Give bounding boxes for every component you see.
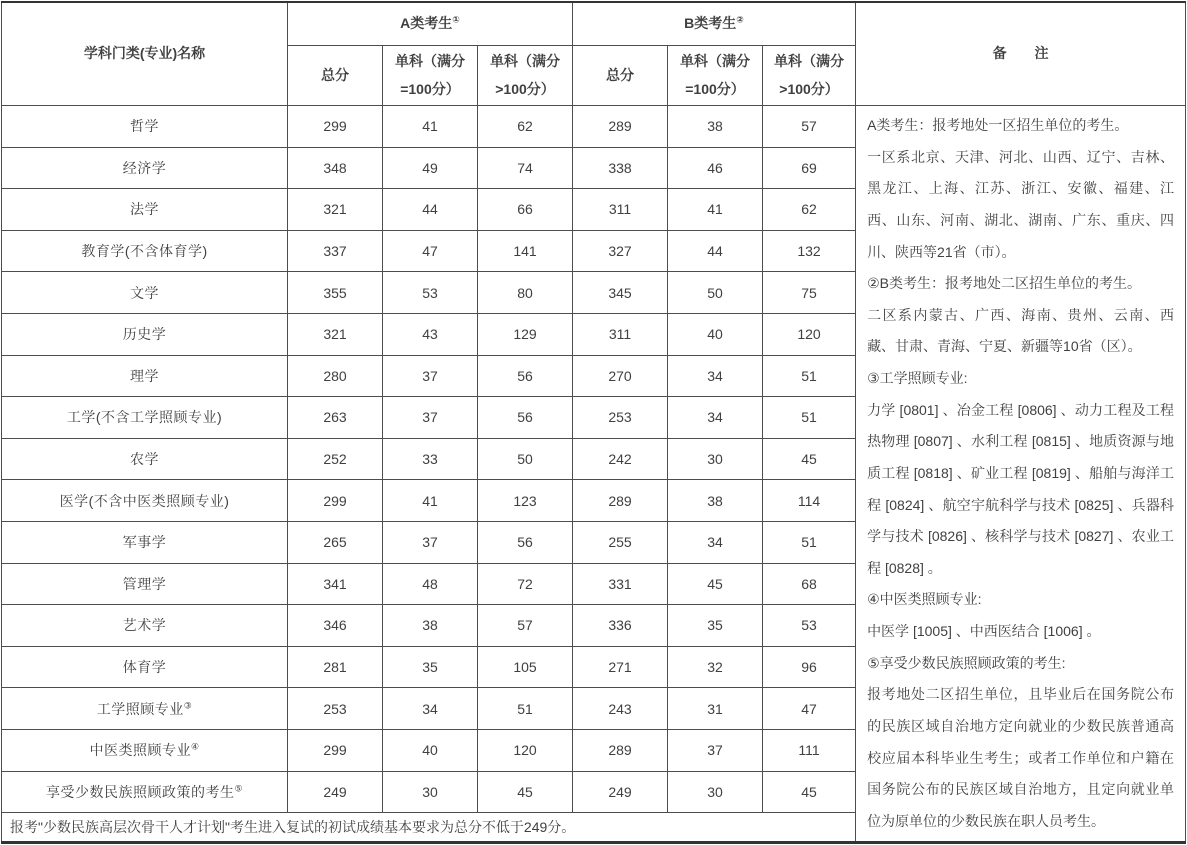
discipline-name: 享受少数民族照顾政策的考生⑤ bbox=[2, 771, 288, 813]
score-cell: 311 bbox=[573, 313, 668, 355]
score-cell: 30 bbox=[383, 771, 478, 813]
score-cell: 141 bbox=[478, 230, 573, 272]
score-cell: 53 bbox=[383, 272, 478, 314]
discipline-name: 工学照顾专业③ bbox=[2, 688, 288, 730]
score-cell: 265 bbox=[288, 521, 383, 563]
score-cell: 45 bbox=[763, 438, 856, 480]
subcolumn-single-gt100-b: 单科（满分>100分） bbox=[763, 46, 856, 106]
score-cell: 289 bbox=[573, 729, 668, 771]
header-group-row bbox=[2, 2, 1186, 46]
discipline-name: 历史学 bbox=[2, 313, 288, 355]
score-cell: 111 bbox=[763, 729, 856, 771]
table-footnote: 报考"少数民族高层次骨干人才计划"考生进入复试的初试成绩基本要求为总分不低于249分。 bbox=[2, 813, 856, 843]
score-cell: 249 bbox=[573, 771, 668, 813]
score-cell: 336 bbox=[573, 605, 668, 647]
score-cell: 48 bbox=[383, 563, 478, 605]
score-cell: 38 bbox=[668, 480, 763, 522]
score-cell: 327 bbox=[573, 230, 668, 272]
score-cell: 57 bbox=[763, 106, 856, 148]
remarks-paragraph: 力学 [0801] 、冶金工程 [0806] 、动力工程及工程热物理 [0807] 、水利工程 [0815] 、地质资源与地质工程 [0818] 、矿业工程 [0819] 、船舶与海洋工程 [0824] 、航空宇航科学与技术 [0825] 、兵器科学与技术 [0826] 、核科学与技术 [0827] 、农业工程 [0828] 。 bbox=[867, 401, 1175, 576]
score-cell: 337 bbox=[288, 230, 383, 272]
discipline-name: 管理学 bbox=[2, 563, 288, 605]
score-cell: 49 bbox=[383, 147, 478, 189]
score-cell: 45 bbox=[668, 563, 763, 605]
score-cell: 253 bbox=[288, 688, 383, 730]
score-cell: 263 bbox=[288, 397, 383, 439]
column-header-remarks: 备 注 bbox=[856, 2, 1186, 106]
score-cell: 41 bbox=[383, 480, 478, 522]
score-cell: 51 bbox=[763, 521, 856, 563]
score-cell: 32 bbox=[668, 646, 763, 688]
discipline-name: 农学 bbox=[2, 438, 288, 480]
score-cell: 51 bbox=[478, 688, 573, 730]
column-header-group-a bbox=[288, 2, 573, 46]
score-cell: 50 bbox=[478, 438, 573, 480]
score-cell: 37 bbox=[383, 355, 478, 397]
score-cell: 80 bbox=[478, 272, 573, 314]
score-cell: 37 bbox=[383, 521, 478, 563]
table-header bbox=[2, 2, 1186, 106]
footnote-marker: ④ bbox=[190, 741, 200, 752]
score-cell: 62 bbox=[763, 189, 856, 231]
footnote-marker: ⑤ bbox=[234, 783, 244, 794]
score-cell: 299 bbox=[288, 480, 383, 522]
discipline-name: 体育学 bbox=[2, 646, 288, 688]
score-cell: 346 bbox=[288, 605, 383, 647]
column-header-discipline: 学科门类(专业)名称 bbox=[2, 2, 288, 106]
remarks-paragraph: ③工学照顾专业: bbox=[867, 370, 968, 386]
score-cell: 37 bbox=[383, 397, 478, 439]
score-cell: 355 bbox=[288, 272, 383, 314]
score-cell: 321 bbox=[288, 189, 383, 231]
table-row bbox=[2, 106, 1186, 148]
score-cell: 123 bbox=[478, 480, 573, 522]
score-cell: 114 bbox=[763, 480, 856, 522]
subcolumn-total-b: 总分 bbox=[573, 46, 668, 106]
score-cell: 34 bbox=[668, 521, 763, 563]
score-cell: 96 bbox=[763, 646, 856, 688]
score-cell: 75 bbox=[763, 272, 856, 314]
score-cell: 311 bbox=[573, 189, 668, 231]
score-cell: 45 bbox=[763, 771, 856, 813]
score-cell: 270 bbox=[573, 355, 668, 397]
discipline-name: 医学(不含中医类照顾专业) bbox=[2, 480, 288, 522]
score-cell: 56 bbox=[478, 397, 573, 439]
score-cell: 253 bbox=[573, 397, 668, 439]
score-cell: 62 bbox=[478, 106, 573, 148]
score-cell: 30 bbox=[668, 771, 763, 813]
column-header-group-b bbox=[573, 2, 856, 46]
remarks-paragraph: 二区系内蒙古、广西、海南、贵州、云南、西藏、甘肃、青海、宁夏、新疆等10省（区）。 bbox=[867, 306, 1175, 355]
remarks-paragraph: 一区系北京、天津、河北、山西、辽宁、吉林、黑龙江、上海、江苏、浙江、安徽、福建、江西、山东、河南、湖北、湖南、广东、重庆、四川、陕西等21省（市）。 bbox=[867, 148, 1175, 260]
score-cell: 120 bbox=[478, 729, 573, 771]
score-cell: 38 bbox=[383, 605, 478, 647]
remarks-paragraph: ⑤享受少数民族照顾政策的考生: bbox=[867, 654, 1066, 671]
score-cell: 34 bbox=[668, 355, 763, 397]
score-cell: 69 bbox=[763, 147, 856, 189]
discipline-name: 军事学 bbox=[2, 521, 288, 563]
score-cell: 41 bbox=[383, 106, 478, 148]
discipline-name: 理学 bbox=[2, 355, 288, 397]
score-cell: 66 bbox=[478, 189, 573, 231]
score-cell: 40 bbox=[668, 313, 763, 355]
score-cell: 243 bbox=[573, 688, 668, 730]
score-cell: 38 bbox=[668, 106, 763, 148]
remarks-paragraph: ④中医类照顾专业: bbox=[867, 591, 982, 608]
score-cell: 56 bbox=[478, 355, 573, 397]
discipline-name: 工学(不含工学照顾专业) bbox=[2, 397, 288, 439]
score-cell: 249 bbox=[288, 771, 383, 813]
score-cell: 331 bbox=[573, 563, 668, 605]
score-line-table bbox=[1, 1, 1186, 844]
subcolumn-single-eq100-b: 单科（满分=100分） bbox=[668, 46, 763, 106]
score-cell: 289 bbox=[573, 106, 668, 148]
score-cell: 34 bbox=[668, 397, 763, 439]
score-cell: 345 bbox=[573, 272, 668, 314]
score-cell: 33 bbox=[383, 438, 478, 480]
remarks-paragraph: A类考生：报考地处一区招生单位的考生。 bbox=[867, 117, 1129, 133]
score-cell: 72 bbox=[478, 563, 573, 605]
subcolumn-total-a: 总分 bbox=[288, 46, 383, 106]
score-cell: 120 bbox=[763, 313, 856, 355]
score-cell: 35 bbox=[668, 605, 763, 647]
score-cell: 57 bbox=[478, 605, 573, 647]
score-cell: 299 bbox=[288, 106, 383, 148]
discipline-name: 哲学 bbox=[2, 106, 288, 148]
discipline-name: 经济学 bbox=[2, 147, 288, 189]
score-cell: 51 bbox=[763, 355, 856, 397]
score-cell: 338 bbox=[573, 147, 668, 189]
remarks-paragraph: 中医学 [1005] 、中西医结合 [1006] 。 bbox=[867, 623, 1101, 639]
score-cell: 348 bbox=[288, 147, 383, 189]
score-cell: 105 bbox=[478, 646, 573, 688]
discipline-name: 教育学(不含体育学) bbox=[2, 230, 288, 272]
score-cell: 281 bbox=[288, 646, 383, 688]
group-b-label: B类考生 bbox=[684, 15, 737, 32]
score-cell: 252 bbox=[288, 438, 383, 480]
score-cell: 51 bbox=[763, 397, 856, 439]
score-cell: 34 bbox=[383, 688, 478, 730]
score-cell: 31 bbox=[668, 688, 763, 730]
score-cell: 30 bbox=[668, 438, 763, 480]
score-cell: 41 bbox=[668, 189, 763, 231]
score-cell: 132 bbox=[763, 230, 856, 272]
score-cell: 53 bbox=[763, 605, 856, 647]
score-cell: 40 bbox=[383, 729, 478, 771]
remarks-paragraph: 报考地处二区招生单位，且毕业后在国务院公布的民族区域自治地方定向就业的少数民族普通高校应届本科毕业生考生；或者工作单位和户籍在国务院公布的民族区域自治地方，且定向就业单位为原单位的少数民族在职人员考生。 bbox=[867, 686, 1175, 829]
score-cell: 299 bbox=[288, 729, 383, 771]
discipline-name: 法学 bbox=[2, 189, 288, 231]
remarks-paragraph: ②B类考生：报考地处二区招生单位的考生。 bbox=[867, 275, 1141, 292]
score-cell: 47 bbox=[763, 688, 856, 730]
group-a-label: A类考生 bbox=[400, 15, 453, 32]
discipline-name: 中医类照顾专业④ bbox=[2, 729, 288, 771]
score-cell: 37 bbox=[668, 729, 763, 771]
group-b-footnote-marker: ② bbox=[736, 14, 744, 25]
score-cell: 44 bbox=[668, 230, 763, 272]
score-cell: 43 bbox=[383, 313, 478, 355]
score-cell: 321 bbox=[288, 313, 383, 355]
score-cell: 44 bbox=[383, 189, 478, 231]
table-body bbox=[2, 106, 1186, 843]
score-cell: 271 bbox=[573, 646, 668, 688]
discipline-name: 文学 bbox=[2, 272, 288, 314]
score-cell: 289 bbox=[573, 480, 668, 522]
score-cell: 35 bbox=[383, 646, 478, 688]
score-cell: 68 bbox=[763, 563, 856, 605]
remarks-content bbox=[856, 106, 1186, 843]
score-cell: 47 bbox=[383, 230, 478, 272]
discipline-name: 艺术学 bbox=[2, 605, 288, 647]
score-cell: 280 bbox=[288, 355, 383, 397]
score-cell: 341 bbox=[288, 563, 383, 605]
score-cell: 255 bbox=[573, 521, 668, 563]
group-a-footnote-marker: ① bbox=[452, 14, 460, 25]
score-cell: 46 bbox=[668, 147, 763, 189]
score-cell: 129 bbox=[478, 313, 573, 355]
score-cell: 74 bbox=[478, 147, 573, 189]
score-cell: 50 bbox=[668, 272, 763, 314]
footnote-marker: ③ bbox=[183, 699, 193, 710]
score-cell: 45 bbox=[478, 771, 573, 813]
subcolumn-single-gt100-a: 单科（满分>100分） bbox=[478, 46, 573, 106]
score-cell: 242 bbox=[573, 438, 668, 480]
subcolumn-single-eq100-a: 单科（满分=100分） bbox=[383, 46, 478, 106]
score-cell: 56 bbox=[478, 521, 573, 563]
